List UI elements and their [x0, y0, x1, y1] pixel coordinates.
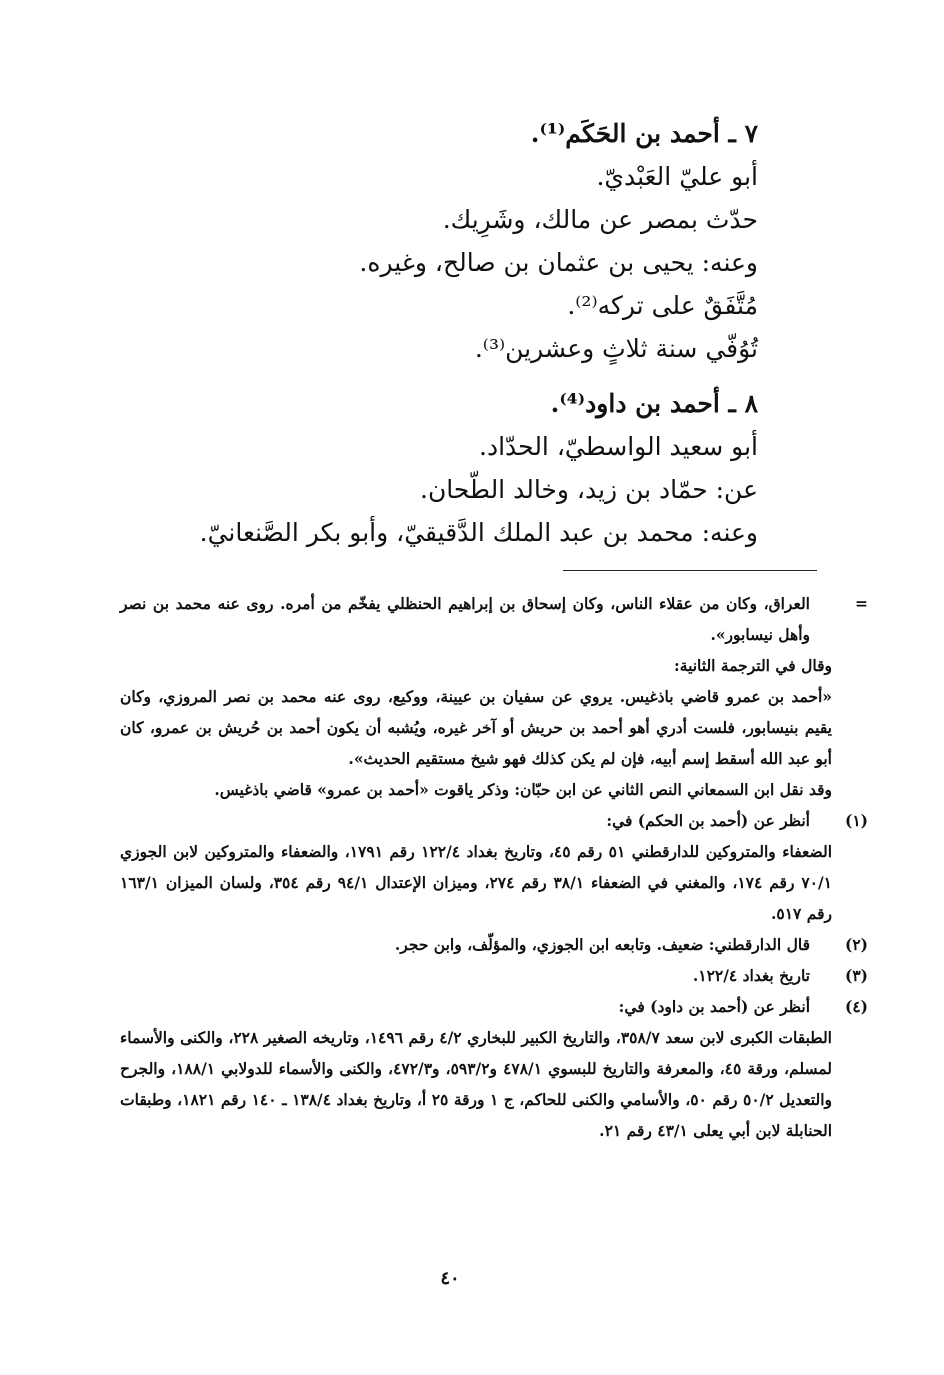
- footnote-paragraph: وقد نقل ابن السمعاني النص الثاني عن ابن حبّان: وذكر ياقوت «أحمد بن عمرو» قاضي باذغيس.: [214, 780, 832, 799]
- footnote-continuation-text: العراق، وكان من عقلاء الناس، وكان إسحاق بن إبراهيم الحنظلي يفخّم من أمره. روى عنه محمد بن نصر وأهل نيسابور».: [120, 594, 810, 644]
- entry-7-narrated-from: حدّث بمصر عن مالك، وشَرِيك.: [442, 205, 758, 234]
- page-number: ٤٠: [440, 1268, 460, 1289]
- footnote-2: [120, 929, 868, 960]
- entry-8-heading: ٨ ـ أحمد بن داود⁽⁴⁾.: [550, 389, 758, 418]
- footnote-2-number: (٢): [844, 935, 868, 954]
- entry-7-death: تُوُفّي سنة ثلاثٍ وعشرين⁽³⁾.: [474, 334, 758, 363]
- footnote-3-number: (٣): [844, 966, 868, 985]
- footnote-paragraph: وقال في الترجمة الثانية:: [674, 656, 832, 675]
- footnote-1-text: أنظر عن (أحمد بن الحكم) في:: [606, 811, 810, 830]
- footnote-1-number: (١): [844, 811, 868, 830]
- footnote-paragraph: «أحمد بن عمرو قاضي باذغيس. يروي عن سفيان بن عيينة، ووكيع، روى عنه محمد بن نصر المروزي، وكان يقيم بنيسابور، فلست أدري أهو أحمد بن حريش أو آخر غيره، ويُشبه أن يكون أحمد بن حُريش بن عمرو، كان أبو عبد الله أسقط إسم أبيه، فإن لم يكن كذلك فهو شيخ مستقيم الحديث».: [120, 687, 832, 768]
- footnote-4-number: (٤): [844, 997, 868, 1016]
- entry-7-status: مُتَّفَقٌ على تركه⁽²⁾.: [567, 291, 758, 320]
- entry-8-narrators: وعنه: محمد بن عبد الملك الدَّقيقيّ، وأبو بكر الصَّنعانيّ.: [199, 518, 758, 547]
- footnote-1-body: الضعفاء والمتروكين للدارقطني ٥١ رقم ٤٥، وتاريخ بغداد ١٢٢/٤ رقم ١٧٩١، والضعفاء والمتروكين لابن الجوزي ٧٠/١ رقم ١٧٤، والمغني في الضعفاء ٣٨/١ رقم ٢٧٤، وميزان الإعتدال ٩٤/١ رقم ٣٥٤، ولسان الميزان ١٦٣/١ رقم ٥١٧.: [120, 842, 833, 923]
- entry-7-narrators: وعنه: يحيى بن عثمان بن صالح، وغيره.: [359, 248, 758, 277]
- footnote-3-text: تاريخ بغداد ١٢٢/٤.: [692, 966, 810, 985]
- footnote-4-body: الطبقات الكبرى لابن سعد ٣٥٨/٧، والتاريخ الكبير للبخاري ٤/٢ رقم ١٤٩٦، وتاريخه الصغير ٢٢٨، والكنى والأسماء لمسلم، ورقة ٤٥، والمعرفة والتاريخ للبسوي ٤٧٨/١ و٥٩٣/٢، و٤٧٢/٣، والكنى والأسماء للدولابي ١٨٨/١، والجرح والتعديل ٥٠/٢ رقم ٥٠، والأسامي والكنى للحاكم، ج ١ ورقة ٢٥ أ، وتاريخ بغداد ١٣٨/٤ ـ ١٤٠ رقم ١٨٢١، وطبقات الحنابلة لابن أبي يعلى ٤٣/١ رقم ٢١.: [120, 1028, 833, 1140]
- entry-8-kunya: أبو سعيد الواسطيّ، الحدّاد.: [479, 432, 758, 461]
- footnote-separator: [563, 570, 817, 571]
- entry-7-kunya: أبو عليّ العَبْديّ.: [596, 162, 758, 191]
- continuation-mark: =: [855, 594, 868, 613]
- footnote-1: [120, 805, 868, 836]
- footnote-2-text: قال الدارقطني: ضعيف. وتابعه ابن الجوزي، والمؤلّف، وابن حجر.: [394, 935, 810, 954]
- footnote-3: [120, 960, 868, 991]
- entry-7-heading: ٧ ـ أحمد بن الحَكَم⁽¹⁾.: [530, 119, 758, 148]
- footnote-4: [120, 991, 868, 1022]
- entry-gap: [198, 370, 758, 382]
- footnote-4-text: أنظر عن (أحمد بن داود) في:: [618, 997, 810, 1016]
- footnotes: [120, 588, 868, 1146]
- footnote-continuation: [120, 588, 868, 650]
- entry-8-narrated-from: عن: حمّاد بن زيد، وخالد الطّحان.: [420, 475, 758, 504]
- main-text: [198, 112, 758, 554]
